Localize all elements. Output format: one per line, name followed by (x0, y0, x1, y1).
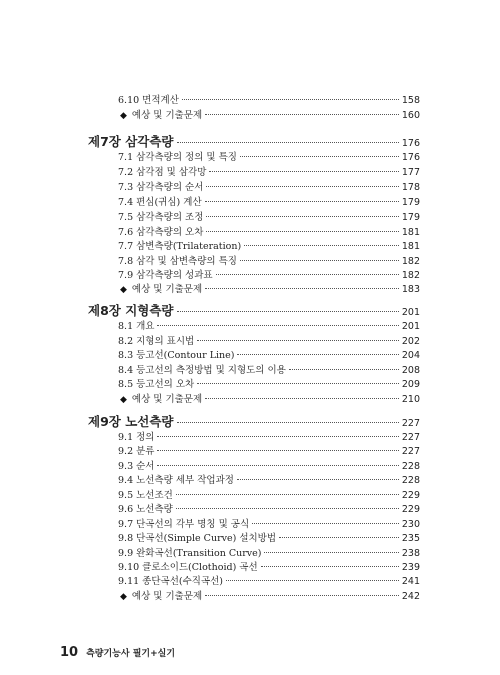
toc-page-number: 181 (401, 241, 420, 252)
dot-leader (226, 580, 399, 581)
toc-page-number: 227 (401, 446, 420, 457)
toc-page-number: 210 (401, 394, 420, 405)
dot-leader (216, 274, 399, 275)
toc-section-entry (118, 445, 420, 459)
toc-section-entry (118, 349, 420, 363)
dot-leader (206, 216, 398, 217)
dot-leader (197, 383, 399, 384)
dot-leader (177, 311, 399, 312)
toc-entry-label: 7.8 삼각 및 삼변측량의 특징 (118, 256, 237, 267)
toc-entry-label: 9.10 클로소이드(Clothoid) 곡선 (118, 562, 258, 573)
toc-page-number: 228 (401, 461, 420, 472)
toc-page-number: 179 (401, 197, 420, 208)
toc-page-number: 158 (401, 95, 420, 106)
toc-section-entry (118, 240, 420, 254)
toc-section-entry (118, 378, 420, 392)
dot-leader (197, 340, 399, 341)
diamond-bullet-icon: ◆ (120, 111, 127, 121)
toc-page-number: 201 (401, 321, 420, 332)
toc-page-number: 229 (401, 504, 420, 515)
dot-leader (176, 494, 399, 495)
toc-page-number: 183 (401, 284, 420, 295)
toc-section-entry (118, 431, 420, 445)
toc-entry-label: 제9장 노선측량 (88, 414, 174, 429)
dot-leader (209, 171, 398, 172)
toc-section-entry (118, 518, 420, 532)
toc-page-number: 229 (401, 490, 420, 501)
toc-page-number: 179 (401, 212, 420, 223)
dot-leader (205, 201, 399, 202)
dot-leader (157, 436, 398, 437)
dot-leader (240, 156, 399, 157)
toc-page-number: 176 (401, 138, 420, 149)
toc-entry-label: 6.10 면적계산 (118, 95, 179, 106)
toc-exercise-entry (120, 283, 420, 297)
toc-section-entry (118, 460, 420, 474)
toc-section-entry (118, 561, 420, 575)
toc-entry-label: 예상 및 기출문제 (131, 110, 203, 121)
toc-section-entry (118, 166, 420, 180)
toc-page-number: 160 (401, 110, 420, 121)
toc-section-entry (118, 320, 420, 334)
toc-chapter-entry (88, 414, 420, 430)
toc-entry-label: 9.6 노선측량 (118, 504, 173, 515)
dot-leader (264, 552, 398, 553)
toc-page-number: 239 (401, 562, 420, 573)
toc-exercise-entry (120, 590, 420, 604)
toc-entry-label: 9.5 노선조건 (118, 490, 173, 501)
dot-leader (261, 566, 399, 567)
toc-entry-label: 7.3 삼각측량의 순서 (118, 182, 204, 193)
toc-exercise-entry (120, 393, 420, 407)
toc-section-entry (118, 489, 420, 503)
toc-page-number: 230 (401, 519, 420, 530)
book-title: 측량기능사 필기+실기 (86, 649, 176, 659)
dot-leader (237, 354, 398, 355)
toc-page-number: 227 (401, 418, 420, 429)
toc-page-number: 235 (401, 533, 420, 544)
toc-section-entry (118, 269, 420, 283)
toc-page-number: 238 (401, 548, 420, 559)
toc-chapter-entry (88, 303, 420, 319)
toc-entry-label: 8.5 등고선의 오차 (118, 379, 195, 390)
toc-section-entry (118, 474, 420, 488)
dot-leader (205, 288, 399, 289)
toc-page-number: 201 (401, 307, 420, 318)
toc-exercise-entry (120, 109, 420, 123)
diamond-bullet-icon: ◆ (120, 285, 127, 295)
toc-chapter-entry (88, 134, 420, 150)
dot-leader (182, 99, 399, 100)
toc-section-entry (118, 503, 420, 517)
toc-section-entry (118, 211, 420, 225)
toc-section-entry (118, 547, 420, 561)
dot-leader (244, 245, 399, 246)
diamond-bullet-icon: ◆ (120, 395, 127, 405)
dot-leader (205, 398, 399, 399)
toc-entry-label: 예상 및 기출문제 (131, 591, 203, 602)
dot-leader (240, 260, 399, 261)
dot-leader (206, 186, 398, 187)
dot-leader (279, 537, 399, 538)
page-number: 10 (60, 645, 79, 660)
dot-leader (177, 422, 399, 423)
toc-entry-label: 9.11 종단곡선(수직곡선) (118, 576, 224, 587)
toc-entry-label: 9.2 분류 (118, 446, 155, 457)
toc-entry-label: 9.7 단곡선의 각부 명칭 및 공식 (118, 519, 250, 530)
toc-page-number: 181 (401, 227, 420, 238)
toc-entry-label: 9.3 순서 (118, 461, 155, 472)
toc-entry-label: 7.4 편심(귀심) 계산 (118, 197, 202, 208)
toc-entry-label: 제8장 지형측량 (88, 303, 174, 318)
dot-leader (177, 142, 399, 143)
toc-section-entry (118, 335, 420, 349)
dot-leader (237, 479, 399, 480)
dot-leader (157, 450, 398, 451)
toc-section-entry (118, 575, 420, 589)
toc-page-number: 182 (401, 256, 420, 267)
toc-page-number: 182 (401, 270, 420, 281)
dot-leader (252, 523, 399, 524)
toc-entry-label: 7.2 삼각점 및 삼각망 (118, 167, 207, 178)
dot-leader (157, 465, 398, 466)
toc-section-entry (118, 364, 420, 378)
toc-page-number: 208 (401, 365, 420, 376)
toc-entry-label: 9.1 정의 (118, 432, 155, 443)
toc-entry-label: 9.9 완화곡선(Transition Curve) (118, 548, 262, 559)
toc-page-number: 209 (401, 379, 420, 390)
toc-entry-label: 7.6 삼각측량의 오차 (118, 227, 204, 238)
toc-entry-label: 7.7 삼변측량(Trilateration) (118, 241, 242, 252)
toc-entry-label: 8.2 지형의 표시법 (118, 336, 195, 347)
toc-page-number: 241 (401, 576, 420, 587)
toc-entry-label: 9.4 노선측량 세부 작업과정 (118, 475, 234, 486)
dot-leader (205, 595, 399, 596)
toc-section-entry (118, 181, 420, 195)
toc-entry-label: 예상 및 기출문제 (131, 284, 203, 295)
toc-entry-label: 제7장 삼각측량 (88, 134, 174, 149)
dot-leader (289, 369, 399, 370)
toc-section-entry (118, 532, 420, 546)
toc-page-number: 177 (401, 167, 420, 178)
toc-section-entry (118, 94, 420, 108)
toc-section-entry (118, 196, 420, 210)
toc-section-entry (118, 151, 420, 165)
diamond-bullet-icon: ◆ (120, 592, 127, 602)
dot-leader (157, 325, 398, 326)
toc-page-number: 176 (401, 152, 420, 163)
toc-entry-label: 9.8 단곡선(Simple Curve) 설치방법 (118, 533, 277, 544)
toc-page-number: 202 (401, 336, 420, 347)
toc-page-number: 227 (401, 432, 420, 443)
toc-entry-label: 7.1 삼각측량의 정의 및 특징 (118, 152, 237, 163)
toc-entry-label: 7.5 삼각측량의 조정 (118, 212, 204, 223)
toc-section-entry (118, 255, 420, 269)
toc-entry-label: 8.3 등고선(Contour Line) (118, 350, 235, 361)
toc-page-number: 178 (401, 182, 420, 193)
toc-page-number: 204 (401, 350, 420, 361)
toc-entry-label: 7.9 삼각측량의 성과표 (118, 270, 213, 281)
toc-entry-label: 8.1 개요 (118, 321, 155, 332)
dot-leader (205, 114, 399, 115)
toc-section-entry (118, 226, 420, 240)
toc-entry-label: 예상 및 기출문제 (131, 394, 203, 405)
dot-leader (206, 231, 398, 232)
toc-entry-label: 8.4 등고선의 측정방법 및 지형도의 이용 (118, 365, 286, 376)
toc-page-number: 228 (401, 475, 420, 486)
page-footer (60, 645, 175, 660)
toc-page-number: 242 (401, 591, 420, 602)
dot-leader (176, 508, 399, 509)
